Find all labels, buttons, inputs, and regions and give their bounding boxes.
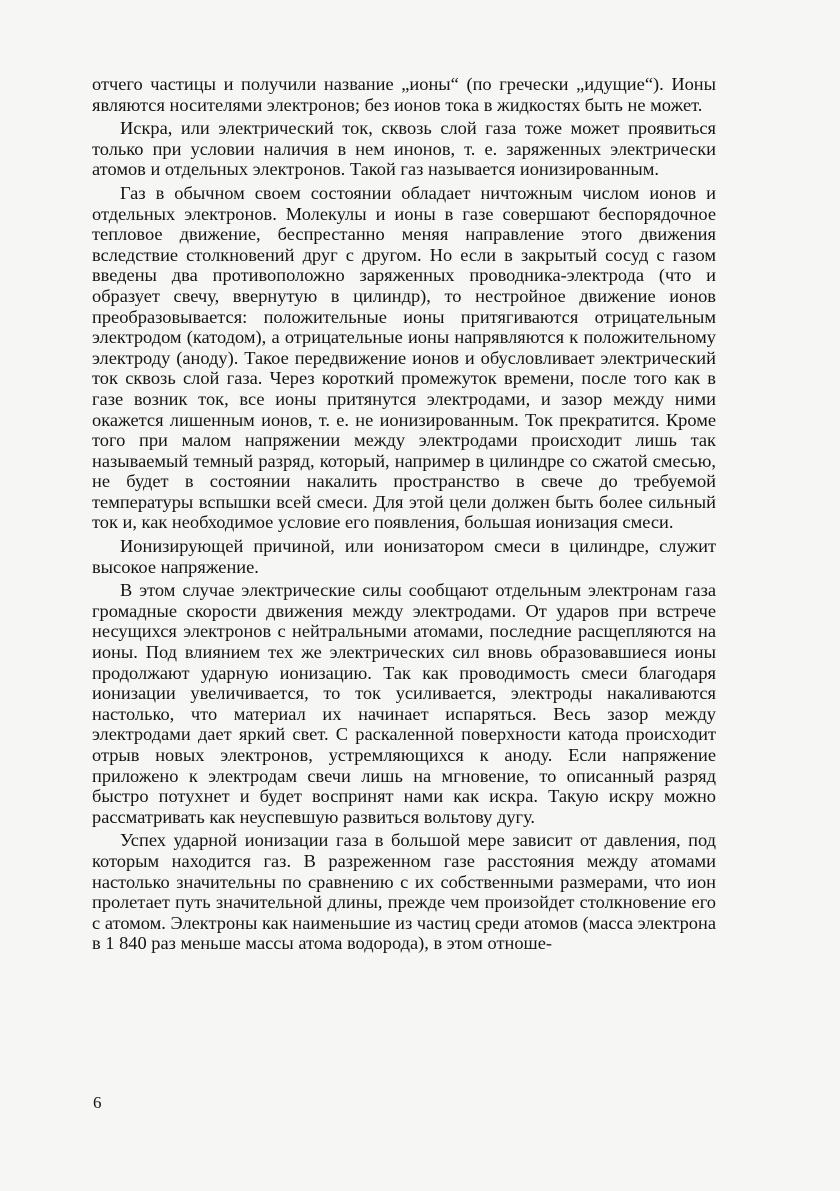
page-number: 6 — [93, 1093, 102, 1112]
paragraph-spark: Искра, или электрический ток, сквозь слой газа тоже может проявиться только при условии наличия в нем инонов, т. е. заряженных электрически атомов и отдельных электронов. Такой газ называется ионизированным. — [92, 118, 716, 180]
page-body — [92, 74, 716, 957]
paragraph-ionizer: Ионизирующей причиной, или ионизатором смеси в цилиндре, служит высокое напряжение. — [92, 536, 716, 577]
paragraph-gas-ions: Газ в обычном своем состоянии обладает ничтожным числом ионов и отдельных электронов. Молекулы и ионы в газе совершают беспорядочное тепловое движение, беспрестанно меняя направление этого движения вследствие столкновений друг с другом. Но если в закрытый сосуд с газом введены два противоположно заряженных проводника-электрода (что и образует свечу, ввернутую в цилиндр), то нестройное движение ионов преобразовывается: положительные ионы притягиваются отрицательным электродом (катодом), а отрицательные ионы напрявляются к положительному электроду (аноду). Такое передвижение ионов и обусловливает электрический ток сквозь слой газа. Через короткий промежуток времени, после того как в газе возник ток, все ионы притянутся электродами, и зазор между ними окажется лишенным ионов, т. е. не ионизированным. Ток прекратится. Кроме того при малом напряжении между электродами происходит лишь так называемый темный разряд, который, например в цилиндре со сжатой смесью, не будет в состоянии накалить пространство в свече до требуемой температуры вспышки всей смеси. Для этой цели должен быть более сильный ток и, как необходимое условие его появления, большая ионизация смеси. — [92, 182, 716, 533]
paragraph-electric-forces: В этом случае электрические силы сообщают отдельным электронам газа громадные скорости движения между электродами. От ударов при встрече несущихся электронов с нейтральными атомами, последние расщепляются на ионы. Под влиянием тех же электрических сил вновь образовавшиеся ионы продолжают ударную ионизацию. Так как проводимость смеси благодаря ионизации увеличивается, то ток усиливается, электроды накаливаются настолько, что материал их начинает испаряться. Весь зазор между электродами дает яркий свет. С раскаленной поверхности катода происходит отрыв новых электронов, устремляющихся к аноду. Если напряжение приложено к электродам свечи лишь на мгновение, то описанный разряд быстро потухнет и будет воспринят нами как искра. Такую искру можно рассматривать как неуспевшую развиться вольтову дугу. — [92, 580, 716, 827]
paragraph-pressure: Успех ударной ионизации газа в большой мере зависит от давления, под которым находится газ. В разреженном газе расстояния между атомами настолько значительны по сравнению с их собственными размерами, что ион пролетает путь значительной длины, прежде чем произойдет столкновение его с атомом. Электроны как наименьшие из частиц среди атомов (масса электрона в 1 840 раз меньше массы атома водорода), в этом отноше- — [92, 830, 716, 954]
paragraph-continuation: отчего частицы и получили название „ионы“ (по гречески „идущие“). Ионы являются носителями электронов; без ионов тока в жидкостях быть не может. — [92, 74, 716, 115]
